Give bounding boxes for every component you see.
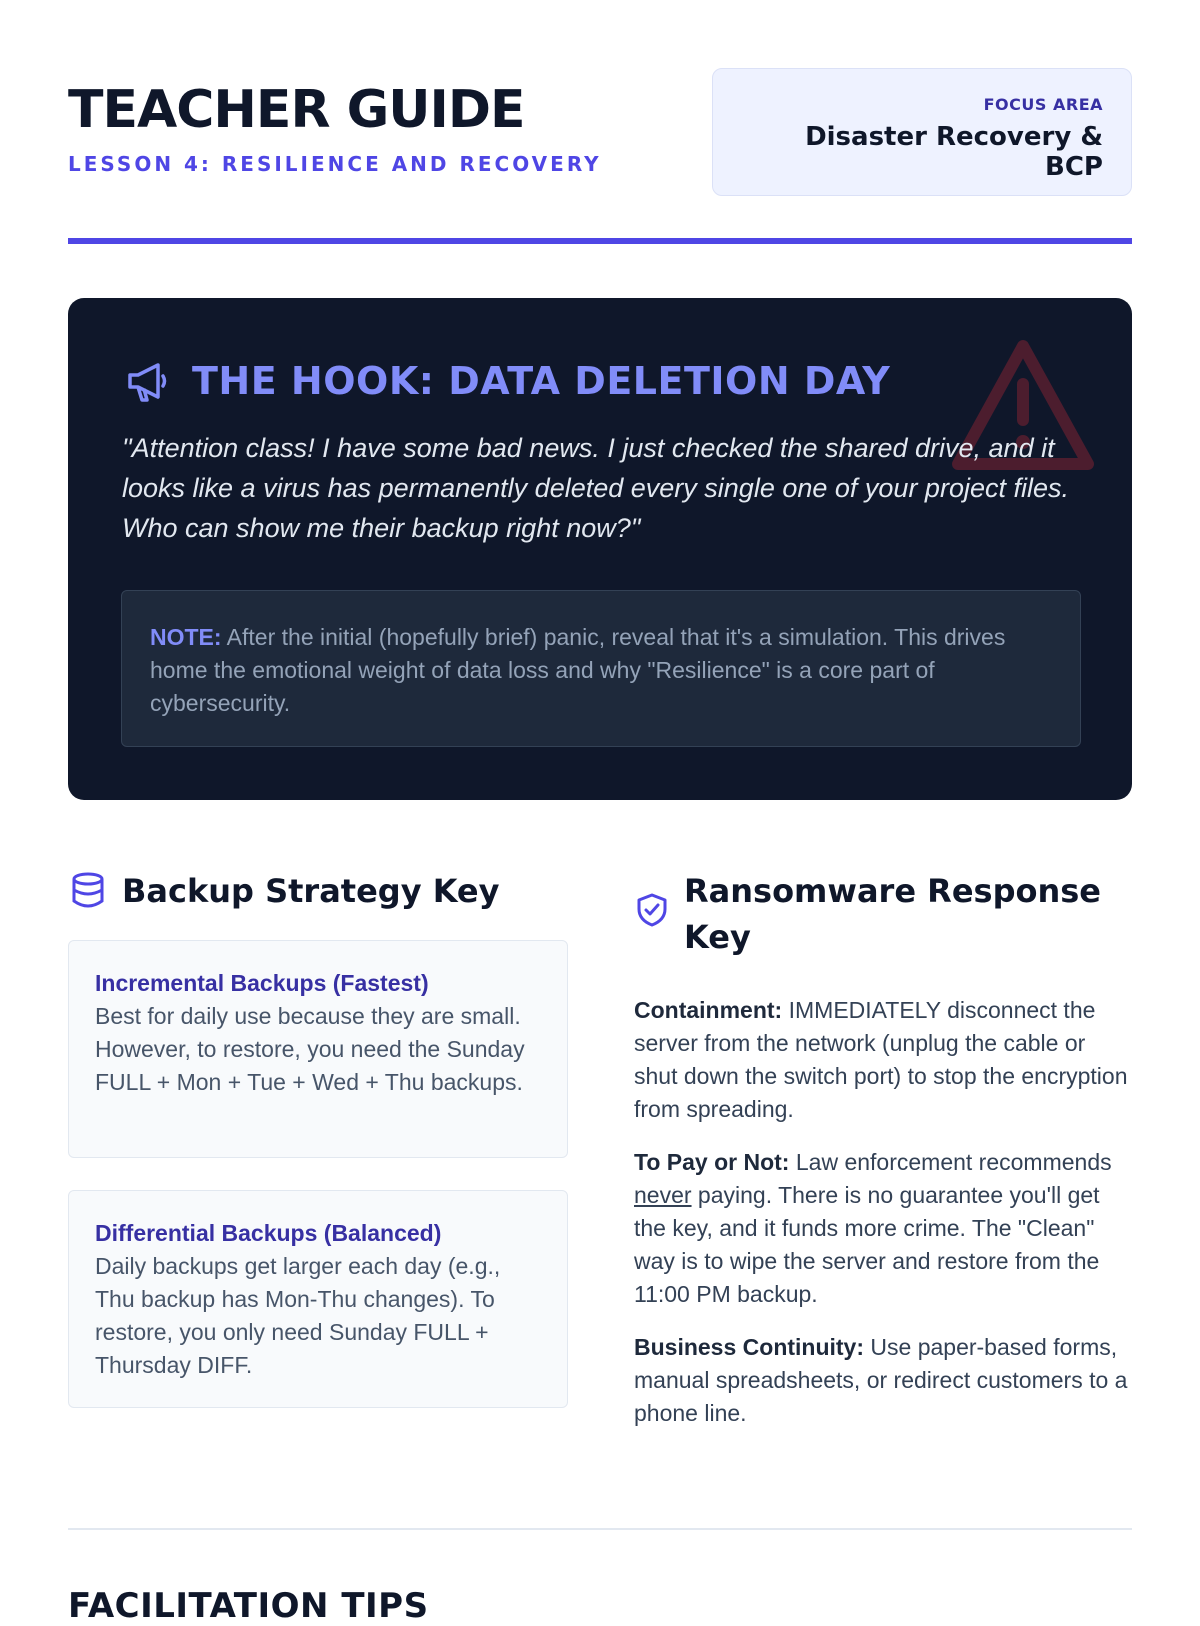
ransomware-response-section bbox=[634, 868, 1132, 1450]
focus-area-label: FOCUS AREA bbox=[983, 95, 1103, 114]
response-label: To Pay or Not: bbox=[634, 1149, 790, 1175]
hook-quote: "Attention class! I have some bad news. I just checked the shared drive, and it looks like a virus has permanently deleted every single one of your project files. Who can show me their backup right now?" bbox=[122, 433, 1069, 543]
response-emphasis: never bbox=[634, 1182, 692, 1208]
teacher-guide-page bbox=[68, 0, 1132, 1626]
card-title: Incremental Backups (Fastest) bbox=[95, 970, 429, 996]
response-label: Containment: bbox=[634, 997, 783, 1023]
note-text: After the initial (hopefully brief) panic, reveal that it's a simulation. This drives home the emotional weight of data loss and why "Resilience" is a core part of cybersecurity. bbox=[150, 624, 1006, 716]
header-divider bbox=[68, 238, 1132, 244]
page-header bbox=[68, 68, 1132, 198]
response-text: IMMEDIATELY disconnect the server from the network (unplug the cable or shut down the switch port) to stop the encryption from spreading. bbox=[634, 997, 1128, 1122]
response-text: paying. There is no guarantee you'll get the key, and it funds more crime. The "Clean" way is to wipe the server and restore from the 11:00 PM backup. bbox=[634, 1182, 1100, 1307]
incremental-backup-card bbox=[68, 940, 568, 1158]
hook-panel bbox=[68, 298, 1132, 800]
lesson-subtitle: LESSON 4: RESILIENCE AND RECOVERY bbox=[68, 152, 602, 176]
ransomware-section-title: Ransomware Response Key bbox=[684, 872, 1101, 956]
response-text: Use paper-based forms, manual spreadsheets, or redirect customers to a phone line. bbox=[634, 1334, 1128, 1426]
backup-section-title: Backup Strategy Key bbox=[122, 872, 500, 910]
backup-strategy-section bbox=[68, 868, 568, 1378]
response-item-pay-or-not bbox=[634, 1146, 1132, 1311]
shield-check-icon bbox=[634, 892, 670, 928]
response-text: Law enforcement recommends bbox=[789, 1149, 1112, 1175]
section-divider bbox=[68, 1528, 1132, 1530]
hook-title: THE HOOK: DATA DELETION DAY bbox=[192, 359, 891, 403]
facilitation-tips-heading: FACILITATION TIPS bbox=[68, 1586, 429, 1626]
response-item-containment bbox=[634, 994, 1132, 1126]
response-item-continuity bbox=[634, 1331, 1132, 1430]
focus-area-value: Disaster Recovery & BCP bbox=[805, 122, 1103, 182]
card-title: Differential Backups (Balanced) bbox=[95, 1220, 442, 1246]
hook-note bbox=[121, 590, 1081, 747]
differential-backup-card bbox=[68, 1190, 568, 1408]
note-label: NOTE: bbox=[150, 624, 222, 650]
megaphone-icon bbox=[122, 356, 172, 406]
card-body: Daily backups get larger each day (e.g., Thu backup has Mon-Thu changes). To restore, you only need Sunday FULL + Thursday DIFF. bbox=[95, 1253, 501, 1378]
ransomware-response-list bbox=[634, 994, 1132, 1430]
response-label: Business Continuity: bbox=[634, 1334, 865, 1360]
backup-section-header bbox=[68, 868, 568, 914]
hook-header bbox=[122, 356, 890, 406]
card-body: Best for daily use because they are small. However, to restore, you need the Sunday FULL + Mon + Tue + Wed + Thu backups. bbox=[95, 1003, 525, 1095]
page-title: TEACHER GUIDE bbox=[68, 80, 525, 140]
ransomware-section-header bbox=[634, 868, 1132, 960]
focus-area-box bbox=[712, 68, 1132, 196]
database-icon bbox=[68, 870, 108, 910]
